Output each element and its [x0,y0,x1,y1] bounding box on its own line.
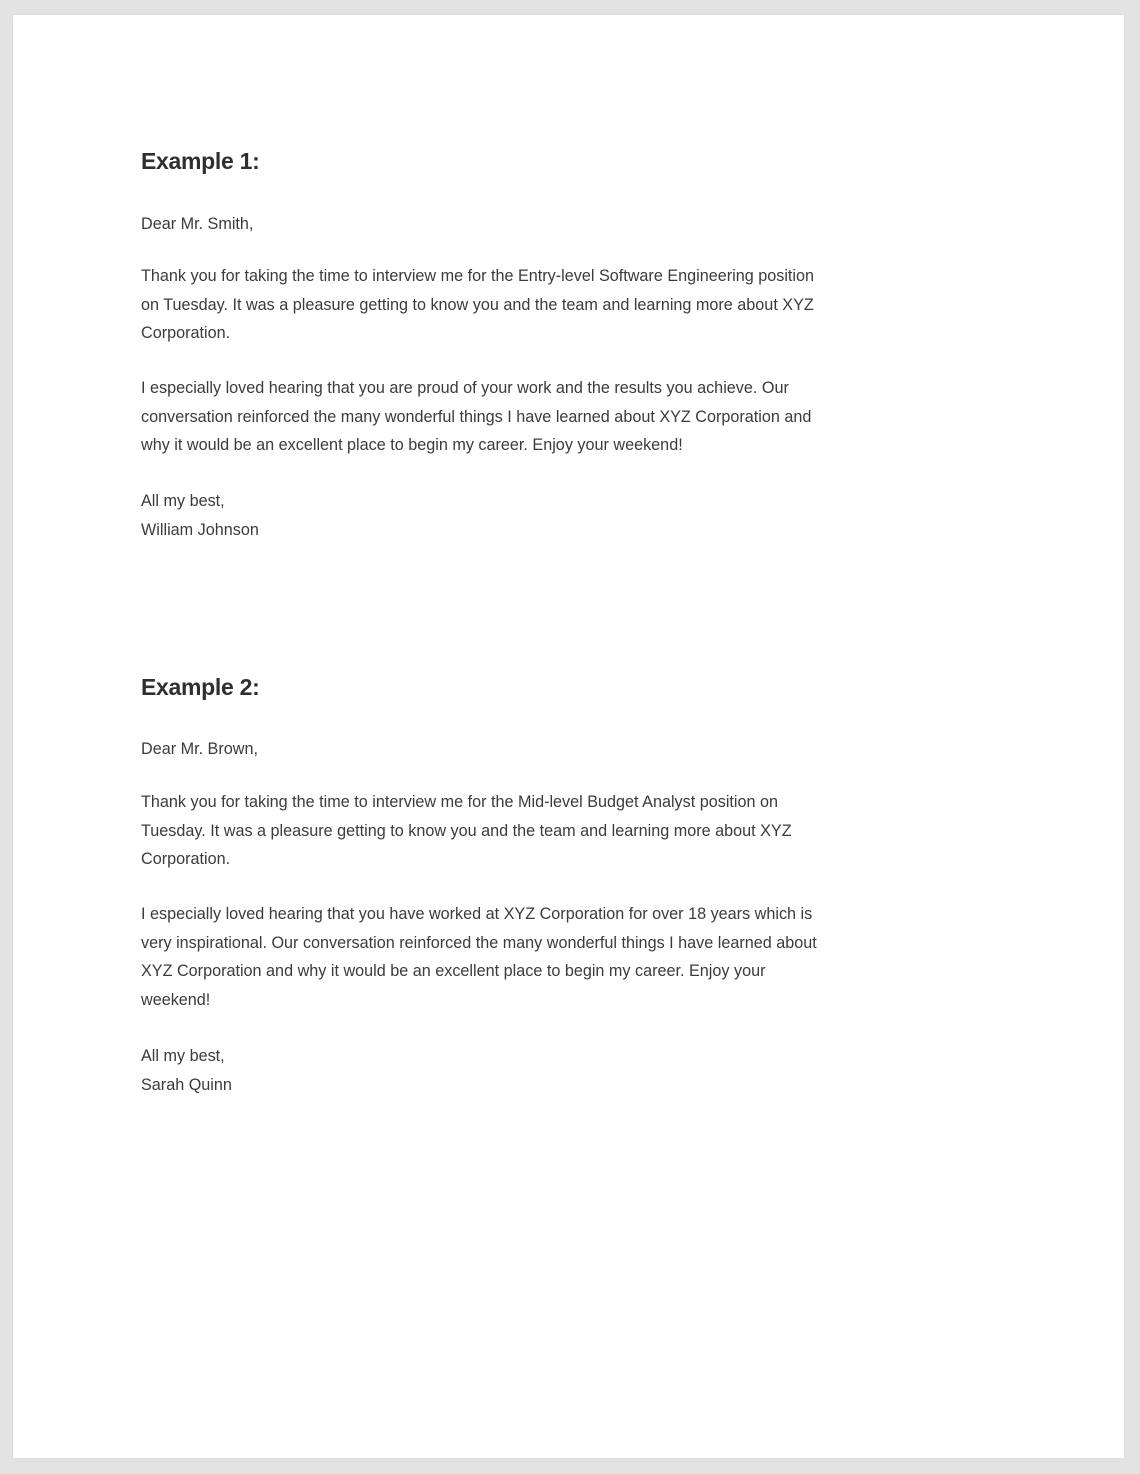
sign-off [141,1042,1011,1099]
text-line: weekend! [141,990,211,1009]
signature: Sarah Quinn [141,1075,232,1094]
text-line: very inspirational. Our conversation reinforced the many wonderful things I have learned about [141,933,817,952]
document-page [13,15,1124,1458]
text-line: I especially loved hearing that you are proud of your work and the results you achieve. Our [141,379,789,397]
closing: All my best, [141,492,225,510]
salutation: Dear Mr. Smith, [141,215,254,233]
text-line: why it would be an excellent place to begin my career. Enjoy your weekend! [141,436,683,454]
text-line: XYZ Corporation and why it would be an excellent place to begin my career. Enjoy your [141,962,766,980]
body-paragraph [141,262,1011,348]
text-line: conversation reinforced the many wonderful things I have learned about XYZ Corporation and [141,407,812,426]
text-line: Corporation. [141,324,231,342]
salutation: Dear Mr. Brown, [141,740,258,758]
text-line: Tuesday. It was a pleasure getting to know you and the team and learning more about XYZ [141,821,792,840]
body-paragraph [141,374,1011,460]
text-line: Thank you for taking the time to interview me for the Entry-level Software Engineering position [141,267,815,285]
example-heading: Example 2: [141,674,260,700]
body-paragraph [141,788,1011,874]
example-heading: Example 1: [141,148,260,174]
body-paragraph [141,900,1011,1014]
text-line: I especially loved hearing that you have worked at XYZ Corporation for over 18 years which is [141,905,813,923]
closing: All my best, [141,1047,225,1065]
signature: William Johnson [141,520,259,539]
text-line: Thank you for taking the time to interview me for the Mid-level Budget Analyst position on [141,793,779,811]
sign-off [141,487,1011,544]
text-line: Corporation. [141,850,231,868]
text-line: on Tuesday. It was a pleasure getting to know you and the team and learning more about XYZ [141,295,814,314]
